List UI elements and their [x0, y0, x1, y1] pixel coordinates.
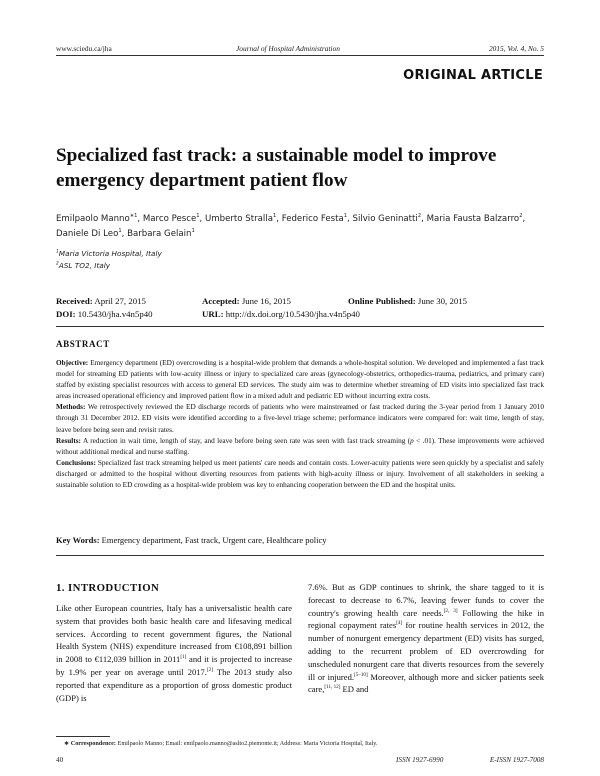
author-sup: 2 [519, 213, 523, 220]
page-number: 40 [56, 756, 64, 764]
author-sup: 2 [417, 213, 422, 220]
abstract-results: Results: A reduction in wait time, length of stay, and leave before being seen rate was seen with fast track streaming (p < .01). These improvements were achieved without additional medical and nurse staffing. [56, 436, 544, 456]
correspondence-footnote: ∗ Correspondence: Emilpaolo Manno; Email: emilpaolo.manno@aslto2.piemonte.it; Address: Maria Victoria Hospital, Italy. [64, 740, 378, 747]
author-sup: 1 [191, 227, 195, 234]
accepted-date: Accepted: June 16, 2015 [202, 296, 291, 306]
affiliation-text: ASL TO2, Italy [58, 261, 111, 270]
author-sup: 1 [118, 227, 122, 234]
citation[interactable]: [11, 12] [324, 684, 341, 691]
author-name: Umberto Stralla [205, 214, 273, 224]
intro-right-column: 7.6%. But as GDP continues to shrink, the share tagged to it is forecast to decrease to 6.7%, leaving fewer funds to cover the country's growing health care needs.[2, 3] Following the hike in regional copayment rates[4] for routine health services in 2012, the number of nonurgent emergency department (ED) visits has surged, adding to the recurrent problem of ED overcrowding for unscheduled nonurgent care that diverts resources from the severely ill or injured.[5–10] Moreover, although more and sicker patients seek care,[11, 12] ED and [308, 582, 544, 695]
keywords: Key Words: Emergency department, Fast track, Urgent care, Healthcare policy [56, 535, 327, 545]
section-heading-introduction: 1. INTRODUCTION [56, 582, 160, 594]
citation[interactable]: [2] [206, 667, 213, 674]
article-title: Specialized fast track: a sustainable model to improve emergency department patient flow [56, 145, 497, 191]
received-date: Received: April 27, 2015 [56, 296, 146, 306]
affiliation-2 [56, 261, 110, 270]
abstract-body [56, 358, 544, 491]
author-name: Silvio Geninatti [352, 214, 418, 224]
citation[interactable]: [4] [396, 620, 403, 627]
author-sup: ∗1 [129, 213, 138, 220]
header-website[interactable]: www.sciedu.ca/jha [56, 44, 112, 53]
author-name: Emilpaolo Manno [56, 214, 130, 224]
doi-url[interactable]: URL: http://dx.doi.org/10.5430/jha.v4n5p40 [202, 309, 360, 319]
author-name: Federico Festa [281, 214, 344, 224]
author-name: Marco Pesce [142, 214, 197, 224]
header-issue: 2015, Vol. 4, No. 5 [488, 44, 544, 53]
author-sup: 1 [272, 213, 277, 220]
header-rule [56, 55, 544, 56]
citation[interactable]: [2, 3] [443, 607, 458, 614]
affiliation-sup: 1 [56, 249, 59, 255]
abstract-top-rule [56, 326, 544, 327]
affiliation-text: Maria Victoria Hospital, Italy [58, 249, 162, 258]
abstract-methods: Methods: We retrospectively reviewed the ED discharge records of patients who were mainstreamed or fast tracked during the 3-year period from 1 January 2010 through 31 December 2012. ED visits were identified according to a five-level triage scheme; performance indicators were compared for: wait time, length of stay, leave before being seen and revisit rates. [56, 403, 544, 434]
author-sup: 1 [343, 213, 348, 220]
citation[interactable]: [1] [180, 654, 187, 661]
abstract-heading: ABSTRACT [56, 339, 110, 349]
header-journal: Journal of Hospital Administration [236, 44, 340, 53]
affiliation-sup: 2 [56, 261, 59, 267]
author-name: Daniele Di Leo [56, 228, 119, 239]
author-name: Barbara Gelain [127, 228, 192, 239]
affiliation-1 [56, 249, 162, 258]
eissn: E-ISSN 1927-7008 [489, 756, 544, 764]
abstract-objective: Objective: Emergency department (ED) overcrowding is a hospital-wide problem that demands a whole-hospital solution. We developed and implemented a fast track model for streaming ED patients with low-acuity illness or injury to specialized care areas (gynecology-obstetrics, orthopedics-trauma, pediatrics, and primary care) staffed by existing specialist resources with access to general ED services. The study aim was to determine whether streaming of ED visits into specialized fast track areas increased operational efficiency and improved patient flow in a mixed adult and pediatric ED without incurring extra costs. [56, 359, 544, 401]
abstract-bottom-rule [56, 555, 544, 556]
intro-left-column: Like other European countries, Italy has a universalistic health care system that provides both basic health care and lifesaving medical services. According to recent government figures, the National Health System (NHS) expenditure increased from €108,891 billion in 2008 to €112,039 billion in 2011[1] and it is projected to increase by 1.9% per year on average until 2017.[2] The 2013 study also reported that expenditure as a proportion of gross domestic product (GDP) is [56, 603, 292, 703]
author-name: Maria Fausta Balzarro [426, 214, 520, 224]
published-date: Online Published: June 30, 2015 [348, 296, 468, 306]
doi: DOI: 10.5430/jha.v4n5p40 [56, 309, 153, 319]
citation[interactable]: [5–10] [353, 671, 368, 678]
section-label: ORIGINAL ARTICLE [403, 68, 543, 83]
author-list: Emilpaolo Manno$^{∗1}$, Marco Pesce$^1$, Umberto Stralla$^1$, Federico Festa$^1$, Silvio Geninatti$^2$, Maria Fausta Balzarro$^2$, Daniele Di Leo$^1$, Barbara Gelain$^1$ [56, 213, 526, 239]
footnote-rule [56, 736, 110, 737]
abstract-conclusions: Conclusions: Specialized fast track streaming helped us meet patients' care needs and contain costs. Lower-acuity patients were seen quickly by a specialist and safely discharged or admitted to the hospital without diverting resources from patients with high-acuity illness or injury. Involvement of all stakeholders in seeking a sustainable solution to ED crowding as a hospital-wide problem was key to enhancing cooperation between the ED and the hospital units. [56, 458, 545, 490]
author-sup: 1 [196, 213, 200, 220]
issn: ISSN 1927-6990 [396, 756, 444, 764]
